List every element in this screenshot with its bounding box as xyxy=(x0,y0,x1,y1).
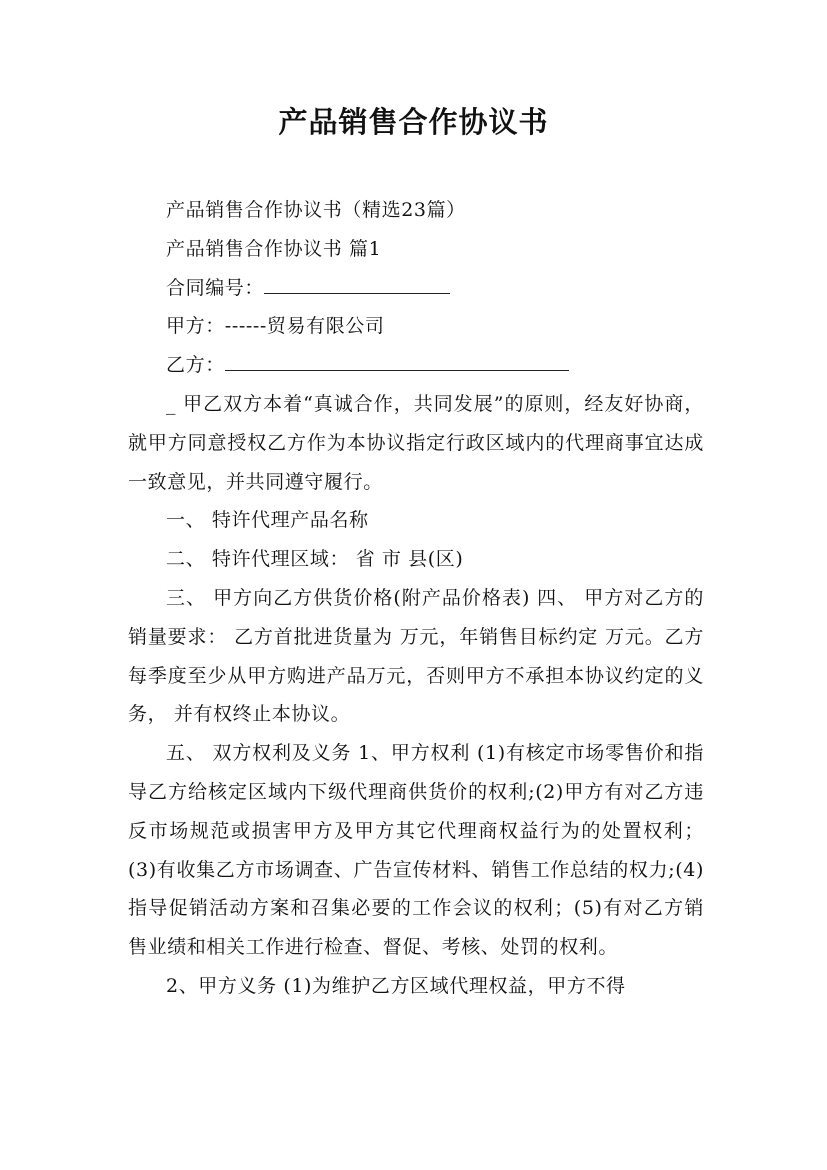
contract-number-label: 合同编号： xyxy=(166,276,265,299)
document-body xyxy=(128,191,704,1006)
paragraph-clause-2: 二、 特许代理区域： 省 市 县(区) xyxy=(166,548,464,571)
party-a-line: 甲方：------贸易有限公司 xyxy=(166,315,385,338)
contract-number-line xyxy=(128,269,704,308)
party-b-line xyxy=(128,346,704,385)
paragraph-preamble: _ 甲乙双方本着“真诚合作，共同发展”的原则，经友好协商，就甲方同意授权乙方作为本协议指定行政区域内的代理商事宜达成一致意见，并共同遵守履行。 xyxy=(128,392,704,493)
contract-number-blank xyxy=(264,292,450,294)
party-b-blank xyxy=(225,369,569,371)
paragraph-party-a-obligations: 2、甲方义务 (1)为维护乙方区域代理权益，甲方不得 xyxy=(166,974,626,997)
party-b-label: 乙方： xyxy=(166,354,225,377)
paragraph-clause-3-4: 三、 甲方向乙方供货价格(附产品价格表) 四、 甲方对乙方的销量要求： 乙方首批进货量为 万元，年销售目标约定 万元。乙方每季度至少从甲方购进产品万元，否则甲方不承担本协议约定的义务， 并有权终止本协议。 xyxy=(128,586,704,726)
document-title: 产品销售合作协议书 xyxy=(278,105,549,139)
section-heading: 产品销售合作协议书 篇1 xyxy=(166,237,382,260)
document-subtitle: 产品销售合作协议书（精选23篇） xyxy=(166,199,466,221)
paragraph-clause-1: 一、 特许代理产品名称 xyxy=(166,509,369,532)
paragraph-clause-5: 五、 双方权利及义务 1、甲方权利 (1)有核定市场零售价和指导乙方给核定区域内下级代理商供货价的权利;(2)甲方有对乙方违反市场规范或损害甲方及甲方其它代理商权益行为的处置权利；(3)有收集乙方市场调查、广告宣传材料、销售工作总结的权力;(4)指导促销活动方案和召集必要的工作会议的权利；(5)有对乙方销售业绩和相关工作进行检查、督促、考核、处罚的权利。 xyxy=(128,742,704,959)
